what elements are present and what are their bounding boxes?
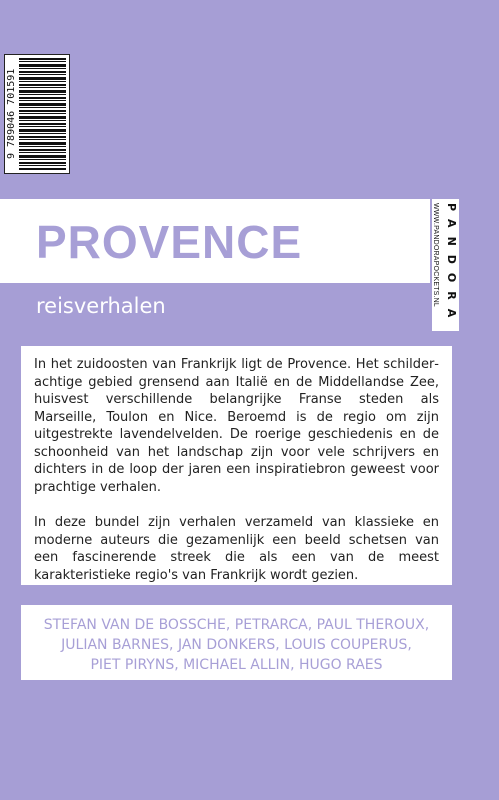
isbn-digits: 9 789046 701591 (6, 68, 17, 160)
authors-box (21, 605, 452, 680)
authors-line-1: STEFAN VAN DE BOSSCHE, PETRARCA, PAUL THEROUX, (43, 617, 430, 633)
authors-line-2: JULIAN BARNES, JAN DONKERS, LOUIS COUPERUS, (61, 637, 412, 653)
description-paragraph-1: In het zuidoosten van Frankrijk ligt de Provence. Het schilderachtige gebied grensend aan Italië en de Middellandse Zee, huisvest verschillende belangrijke Franse steden als Marseille, Toulon en Nice. Beroemd is de regio om zijn uitgestrekte lavendelvelden. De roerige geschiedenis en de schoonheid van het landschap zijn voor vele schrijvers en dichters in de loop der jaren een inspiratiebron geweest voor prachtige verhalen. (34, 357, 439, 495)
publisher-url: WWW.PANDORAPOCKETS.NL (432, 203, 439, 308)
barcode-bars (19, 58, 66, 170)
book-title: PROVENCE (36, 216, 303, 268)
book-subtitle: reisverhalen (36, 294, 166, 318)
isbn-barcode (4, 54, 70, 174)
publisher-strip (432, 199, 459, 331)
title-band (0, 199, 430, 331)
description-paragraph-2: In deze bundel zijn verhalen verzameld van klassieke en moderne auteurs die gezamenlijk een beeld schetsen van een fascinerende streek die als een van de meest karakteristieke regio's van Frankrijk wordt gezien. (34, 515, 439, 583)
publisher-logo: PANDORA (445, 203, 458, 327)
description-box (21, 346, 452, 585)
title-panel (0, 199, 430, 283)
authors-line-3: PIET PIRYNS, MICHAEL ALLIN, HUGO RAES (90, 657, 383, 673)
